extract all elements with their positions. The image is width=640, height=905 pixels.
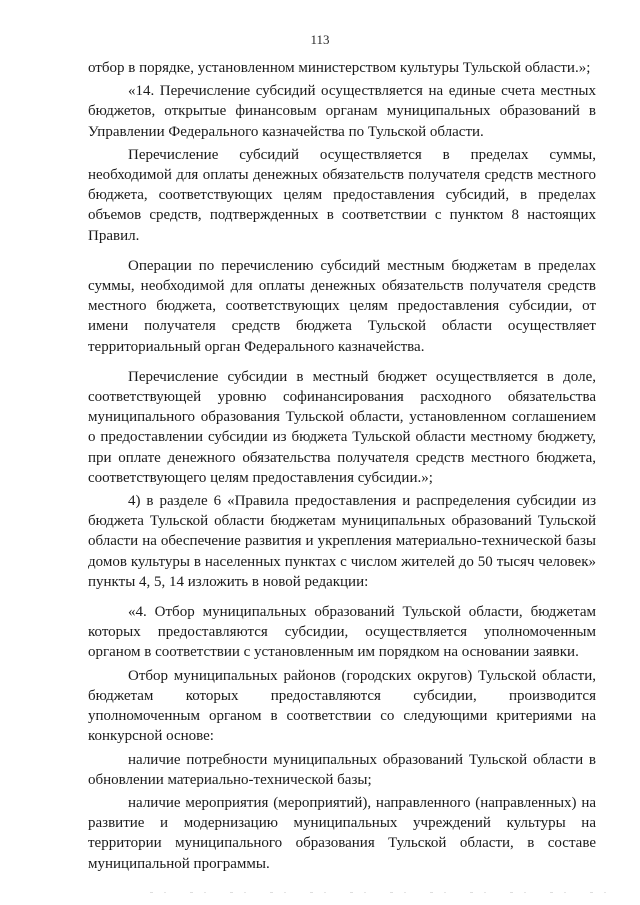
- document-body: [88, 58, 596, 874]
- page-number: 113: [310, 32, 330, 47]
- scan-artifact: [150, 892, 610, 893]
- paragraph: отбор в порядке, установленном министерством культуры Тульской области.»;: [88, 60, 591, 76]
- paragraph: наличие мероприятия (мероприятий), направленного (направленных) на развитие и модернизацию муниципальных учреждений культуры на территории муниципального образования Тульской области, в составе муниципальной программы.: [88, 794, 596, 872]
- paragraph: 4) в разделе 6 «Правила предоставления и распределения субсидии из бюджета Тульской области бюджетам муниципальных образований Тульской области на обеспечение развития и укрепления материально-технической базы домов культуры в населенных пунктах с числом жителей до 50 тысяч человек» пункты 4, 5, 14 изложить в новой редакции:: [88, 493, 596, 590]
- paragraph: наличие потребности муниципальных образований Тульской области в обновлении материально-технической базы;: [88, 751, 596, 788]
- paragraph: Перечисление субсидий осуществляется в пределах суммы, необходимой для оплаты денежных обязательств получателя средств местного бюджета, соответствующих целям предоставления субсидий, в пределах объемов средств, подтвержденных в соответствии с пунктом 8 настоящих Правил.: [88, 146, 596, 244]
- paragraph: Отбор муниципальных районов (городских округов) Тульской области, бюджетам которых предоставляются субсидии, производится уполномоченным органом в соответствии со следующими критериями на конкурсной основе:: [88, 667, 596, 745]
- paragraph: «14. Перечисление субсидий осуществляется на единые счета местных бюджетов, открытые финансовым органам муниципальных образований в Управлении Федерального казначейства по Тульской области.: [88, 83, 596, 140]
- paragraph: «4. Отбор муниципальных образований Тульской области, бюджетам которых предоставляются субсидии, осуществляется уполномоченным органом в соответствии с установленным им порядком на основании заявки.: [88, 604, 596, 661]
- paragraph: Операции по перечислению субсидий местным бюджетам в пределах суммы, необходимой для оплаты денежных обязательств получателя средств местного бюджета, соответствующих целям предоставления субсидии, от имени получателя средств бюджета Тульской области осуществляет территориальный орган Федерального казначейства.: [88, 257, 596, 355]
- paragraph: Перечисление субсидии в местный бюджет осуществляется в доле, соответствующей уровню софинансирования расходного обязательства муниципального образования Тульской области, установленном соглашением о предоставлении субсидии из бюджета Тульской области местному бюджету, при оплате денежного обязательства получателя средств местного бюджета, соответствующего целям предоставления субсидии.»;: [88, 368, 596, 486]
